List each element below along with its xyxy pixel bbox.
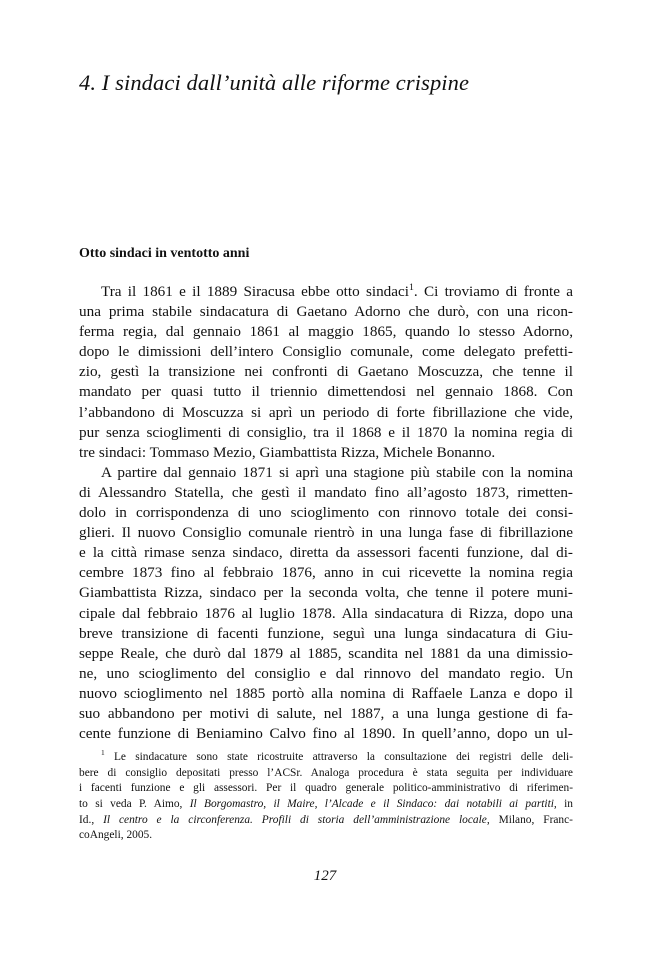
paragraph-2-line: dolo in corrispondenza di uno scioglimento con rinnovo totale dei consi- — [79, 504, 573, 522]
paragraph-1-line: mandato per quasi tutto il triennio dimettendosi nel gennaio 1868. Con — [79, 383, 573, 401]
footnote-line: bere di consiglio depositati presso l’ACSr. Analoga procedura è stata seguita per individuare — [79, 766, 573, 779]
paragraph-2-line: ne, uno scioglimento del consiglio e dal rinnovo del mandato regio. Un — [79, 664, 573, 682]
footnote-number: 1 — [101, 748, 105, 758]
footnote-text: Le sindacature sono state ricostruite attraverso la consultazione dei registri delle deli- — [113, 751, 573, 763]
paragraph-2-line: cente funzione di Beniamino Calvo fino al 1890. In quell’anno, dopo un ul- — [79, 725, 573, 743]
paragraph-1-line: una prima stabile sindacatura di Gaetano Adorno che durò, con una ricon- — [79, 303, 573, 321]
footnote-line — [79, 813, 573, 829]
footnote-text: to si veda P. Aimo, — [79, 798, 190, 811]
chapter-title: 4. I sindaci dall’unità alle riforme crispine — [79, 70, 470, 95]
paragraph-2-line: cembre 1873 fino al febbraio 1876, anno in cui ricevette la nomina regia — [79, 564, 573, 582]
paragraph-2-line: di Alessandro Statella, che gestì il mandato fino all’agosto 1873, rimetten- — [79, 483, 573, 501]
paragraph-2-line: nuovo scioglimento nel 1885 portò alla nomina di Raffaele Lanza e dopo il — [79, 684, 573, 702]
paragraph-1-line: pur senza scioglimenti di consiglio, tra il 1868 e il 1870 la nomina regia di — [79, 423, 573, 441]
footnote-text: Milano, Franc- — [489, 813, 573, 826]
body-text — [79, 282, 573, 744]
footnote-line — [79, 750, 573, 766]
footnote-text: Id., — [79, 813, 104, 826]
paragraph-1-line: dopo le dimissioni dell’intero Consiglio comunale, come delegato prefetti- — [79, 343, 573, 361]
paragraph-1-line: tre sindaci: Tommaso Mezio, Giambattista Rizza, Michele Bonanno. — [79, 443, 496, 461]
page-number: 127 — [313, 868, 337, 884]
paragraph-2-line: glieri. Il nuovo Consiglio comunale rientrò in una lunga fase di fibrillazione — [79, 524, 573, 542]
paragraph-2-line: A partire dal gennaio 1871 si aprì una stagione più stabile con la nomina — [101, 463, 573, 481]
footnote-text: in — [556, 798, 573, 811]
section-heading: Otto sindaci in ventotto anni — [79, 246, 250, 261]
cited-title: Il centro e la circonferenza. Profili di storia dell’amministrazione locale, — [103, 813, 490, 826]
paragraph-2-line: suo abbandono per motivi di salute, nel 1887, a una lunga gestione di fa- — [79, 704, 573, 722]
footnote-reference: 1 — [408, 281, 414, 293]
paragraph-2-line: Giambattista Rizza, sindaco per la seconda volta, che tenne il potere muni- — [79, 584, 573, 602]
paragraph-2-line: cipale dal febbraio 1876 al luglio 1878. Alla sindacatura di Rizza, dopo una — [79, 604, 573, 622]
footnote-line — [79, 797, 573, 813]
paragraph-2-line: breve transizione di facenti funzione, seguì una lunga sindacatura di Giu- — [79, 624, 573, 642]
footnote — [79, 750, 573, 844]
footnote-line: i facenti funzione e gli assessori. Per il quadro generale politico-amministrativo di riferimen- — [79, 782, 573, 795]
paragraph-1-text: Tra il 1861 e il 1889 Siracusa ebbe otto sindaci — [101, 283, 409, 300]
paragraph-1-line: l’abbandono di Moscuzza si aprì un periodo di forte fibrillazione che vide, — [79, 403, 573, 421]
cited-title: Il Borgomastro, il Maire, l’Alcade e il Sindaco: dai notabili ai partiti, — [189, 798, 557, 811]
paragraph-1-line: zio, gestì la transizione nei confronti di Gaetano Moscuzza, che tenne il — [79, 363, 573, 381]
paragraph-1-text-cont: . Ci troviamo di fronte a — [413, 283, 573, 300]
footnote-line: coAngeli, 2005. — [79, 829, 153, 842]
paragraph-1-line — [79, 282, 573, 302]
paragraph-2-line: e la città rimase senza sindaco, diretta da assessori facenti funzione, dal di- — [79, 544, 573, 562]
paragraph-2-line: seppe Reale, che durò dal 1879 al 1885, scandita nel 1881 da una dimissio- — [79, 644, 573, 662]
paragraph-1-line: ferma regia, dal gennaio 1861 al maggio 1865, quando lo stesso Adorno, — [79, 323, 573, 341]
